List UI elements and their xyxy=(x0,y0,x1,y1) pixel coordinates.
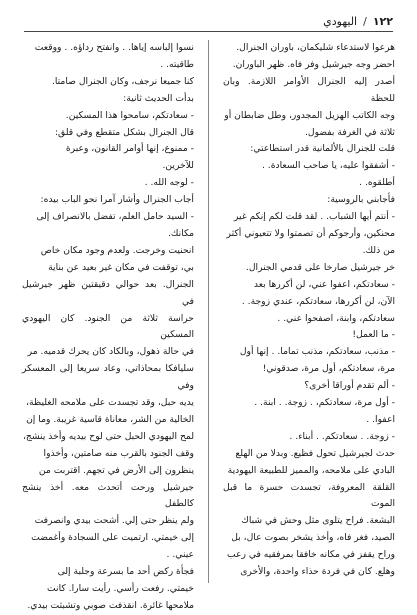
running-header xyxy=(24,12,393,30)
text-line: إلى خيمتي. ارتميت على السجادة وأغمضت xyxy=(31,532,194,544)
text-line: - مذنب، سعادتكم، مذنب تماما. . إنها أول xyxy=(239,346,395,358)
text-line: كنا جميعا نرجف، وكان الجنرال صامتا. xyxy=(51,75,194,87)
text-line: سليافكا بمحاذاتي، وعاد سريعا إلى المعسكر وفي xyxy=(22,363,194,392)
column-divider xyxy=(208,40,209,583)
text-line: - أنتم أيها الشباب. . لقد قلت لكم إنكم غير xyxy=(233,211,395,223)
left-column xyxy=(22,40,194,611)
text-line: ولم ينظر حتى إلي. أشحت بيدي وانصرفت xyxy=(34,515,194,527)
text-line: انحنيت وخرجت. ولعدم وجود مكان خاص xyxy=(40,244,194,256)
text-line: ينظرون إلى الأرض في تجهم. اقتربت من xyxy=(38,464,194,476)
text-line: أصدر إليه الجنرال الأوامر اللازمة. وبان للحظة xyxy=(223,75,395,104)
text-line: ثلاثة في الغرفة بفضول. xyxy=(304,126,395,138)
text-line: للآخرين. xyxy=(162,160,194,172)
text-line: في حالة ذهول، وبالكاد كان يحرك قدميه. مر xyxy=(27,346,194,358)
text-line: - أشفقوا عليه، يا صاحب السعادة. . xyxy=(261,160,395,172)
text-line: ملامحها غائرة. انقذفت صوبي وتشبثت بيدي. xyxy=(27,599,194,611)
text-line: قلت للجنرال بالألمانية قدر استطاعتي: xyxy=(250,143,395,155)
text-line: مرة، سعادتكم، أول مرة، صدقوني! xyxy=(262,363,395,375)
text-line: فأجابني بالروسية: xyxy=(327,194,395,206)
text-line: بدأت الحديث ثانية: xyxy=(123,92,194,104)
text-line: حدث لجيرشيل تحول فظيع. وبدلا من الهلع xyxy=(235,447,395,459)
text-line: - أول مرة، سعادتكم، . زوجة. . ابنة. . xyxy=(254,397,395,409)
text-line: - ممنوع، إنها أوامر القانون، وعبرة xyxy=(65,143,194,155)
text-line: اعفوا. . xyxy=(366,413,395,425)
text-line: - سعادتكم، اعفوا عني، لن أكررها بعد xyxy=(253,278,395,290)
text-line: مكانك. xyxy=(167,227,194,239)
running-title: اليهودي xyxy=(323,14,358,28)
text-line: - السيد حامل العلم، تفضل بالانصراف إلى xyxy=(36,211,194,223)
text-line: الصيد، فغر فاه، وأخذ يشخر بصوت عال، بل xyxy=(231,532,395,544)
page-number: ١٢٢ xyxy=(372,14,393,28)
text-columns xyxy=(22,40,395,611)
text-line: حراسة ثلاثة من الجنود. كان اليهودي المسكين xyxy=(22,312,194,341)
text-line: وقف الجنود بالقرب منه صامتين، وأخذوا xyxy=(43,447,194,459)
text-line: من ذلك. xyxy=(362,244,395,256)
text-line: احضر وجه جيرشيل وفر فاه. ظهر الباوران. xyxy=(232,58,395,70)
text-line: الخالية من الشر، معاناة قاسية غريبة. وما إن xyxy=(26,413,194,425)
text-line: قال الجنرال بشكل متقطع وفي قلق: xyxy=(54,126,194,138)
text-line: يديه حبل، وقد تجسدت على ملامحه الغليظة، xyxy=(26,397,194,409)
right-column xyxy=(223,40,395,583)
text-line: هرعوا لاستدعاء شليكمان، باوران الجنرال. xyxy=(236,42,395,53)
text-line: عيني. . xyxy=(166,549,194,561)
header-title-group xyxy=(323,15,393,28)
text-line: بي، توقفت في مكان غير بعيد عن بناية xyxy=(48,261,194,273)
text-line: البادي على ملامحه، والمميز للطبيعة اليهودية xyxy=(227,464,395,476)
text-line: جيرشيل ورحت أتحدث معه. أخذ ينشج كالطفل xyxy=(22,481,194,510)
text-line: الآن، لن أكررها، سعادتكم، عندي زوجة. . xyxy=(241,295,395,307)
text-line: وهلع. كان في فردة حذاء واحدة، والأخرى xyxy=(240,566,395,578)
text-line: البشعة. فراح يتلوى مثل وحش في شباك xyxy=(241,515,395,527)
text-line: محنكين، وأرجوكم أن تصمتوا ولا تتعيوني أكثر xyxy=(226,227,395,239)
text-line: نسوا إلباسه إياها. . وانفتح رداؤه. . ووقعت xyxy=(34,42,194,53)
text-line: خر جيرشيل صارخا على قدمي الجنرال. xyxy=(245,261,395,273)
text-line: الجنرال. بعد حوالي دقيقتين ظهر جيرشيل في xyxy=(22,278,194,307)
header-rule xyxy=(24,31,393,32)
text-line: خيمتي. رفعت رأسي. رأيت سارا. كانت xyxy=(47,583,194,594)
text-line: طاقيته. . xyxy=(160,58,194,70)
text-line: أطلقوه. . xyxy=(359,177,395,189)
text-line: وراح يقفز في مكانه خافقا بمرفقيه في رعب xyxy=(226,549,395,561)
text-line: القلقة المعروفة، تجسدت حسرة ما قبل الموت xyxy=(223,481,395,510)
text-line: - زوجة. . سعادتكم. . أبناء. . xyxy=(289,430,395,442)
text-line: - سعادتكم، سامحوا هذا المسكين. xyxy=(65,109,194,121)
text-line: - ألم تقدم أوراقا أخرى؟ xyxy=(304,380,395,392)
text-line: سعادتكم، وابنة، اصفحوا عني. . xyxy=(277,312,395,324)
text-line: - ما العمل! xyxy=(352,329,395,341)
text-line: فجأة ركض أحد ما بسرعة وجلبة إلى xyxy=(57,566,194,578)
text-line: وجه الكاتب الهزيل المجدور، وطل ضابطان أو xyxy=(224,109,395,121)
text-line: - لوجه الله. . xyxy=(144,177,194,189)
text-line: لمح اليهودي الحبل حتى لوح بيديه وأخذ ينشج، xyxy=(22,430,194,442)
header-separator: / xyxy=(363,14,367,28)
text-line: أجاب الجنرال وأشار آمرا نحو الباب بيده: xyxy=(40,194,194,206)
